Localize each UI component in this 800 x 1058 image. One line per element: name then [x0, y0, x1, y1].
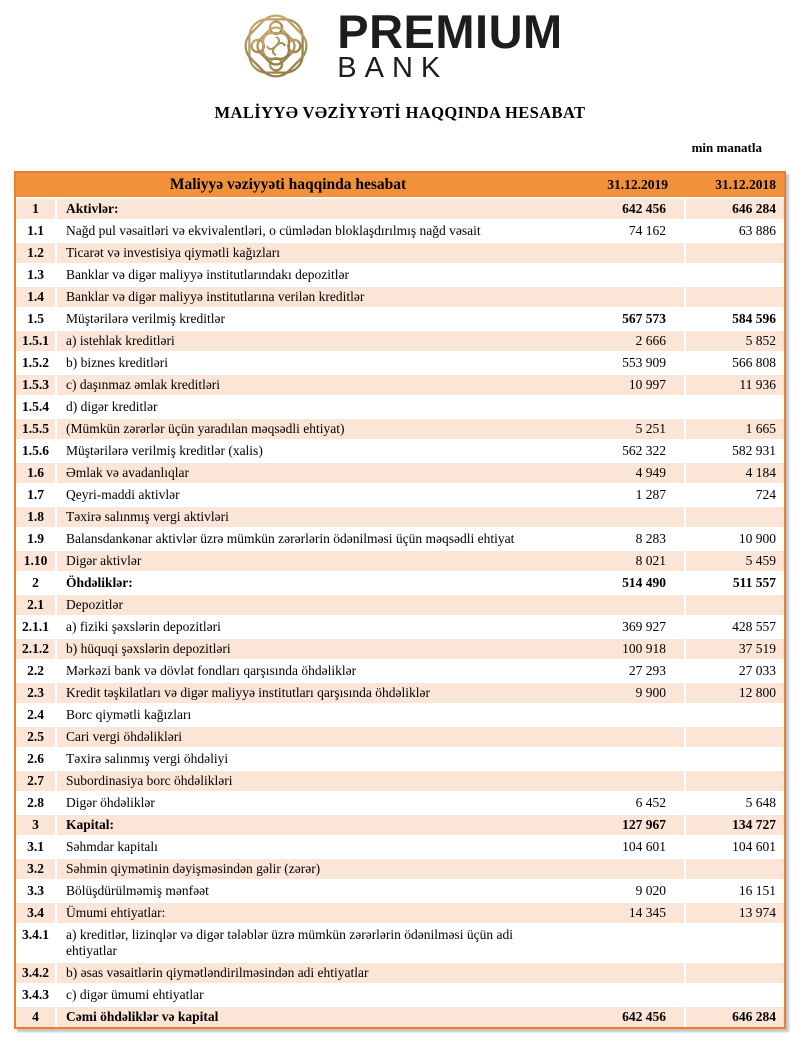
row-index: 4 — [16, 1005, 57, 1027]
row-index: 3.4.3 — [16, 983, 57, 1005]
row-index: 1.5.5 — [16, 417, 57, 439]
row-value-2018: 10 900 — [686, 527, 784, 549]
table-row — [16, 527, 784, 549]
row-value-2018: 16 151 — [686, 879, 784, 901]
row-value-2019: 567 573 — [560, 307, 686, 329]
table-row — [16, 549, 784, 571]
table-row — [16, 219, 784, 241]
row-label: Digər aktivlər — [57, 549, 560, 571]
row-index: 1.4 — [16, 285, 57, 307]
knot-emblem-icon — [237, 8, 315, 84]
table-row — [16, 329, 784, 351]
table-row — [16, 285, 784, 307]
row-value-2018: 4 184 — [686, 461, 784, 483]
table-row — [16, 197, 784, 219]
table-row — [16, 681, 784, 703]
table-row — [16, 747, 784, 769]
row-value-2018: 584 596 — [686, 307, 784, 329]
table-row — [16, 483, 784, 505]
row-index: 2.6 — [16, 747, 57, 769]
row-value-2018: 566 808 — [686, 351, 784, 373]
row-index: 2.1.1 — [16, 615, 57, 637]
row-value-2019 — [560, 263, 686, 285]
row-value-2019 — [560, 769, 686, 791]
row-index: 2.1 — [16, 593, 57, 615]
row-value-2019: 4 949 — [560, 461, 686, 483]
table-row — [16, 505, 784, 527]
row-value-2018 — [686, 769, 784, 791]
row-label: Cəmi öhdəliklər və kapital — [57, 1005, 560, 1027]
row-value-2019: 14 345 — [560, 901, 686, 923]
row-value-2018: 511 557 — [686, 571, 784, 593]
row-value-2019: 27 293 — [560, 659, 686, 681]
row-value-2018: 37 519 — [686, 637, 784, 659]
row-index: 1.7 — [16, 483, 57, 505]
row-index: 2.5 — [16, 725, 57, 747]
row-value-2018: 13 974 — [686, 901, 784, 923]
row-label: Təxirə salınmış vergi öhdəliyi — [57, 747, 560, 769]
document-title: MALİYYƏ VƏZİYYƏTİ HAQQINDA HESABAT — [214, 103, 586, 122]
row-index: 1.5.3 — [16, 373, 57, 395]
table-row — [16, 571, 784, 593]
row-value-2019: 127 967 — [560, 813, 686, 835]
row-label: a) istehlak kreditləri — [57, 329, 560, 351]
row-index: 1 — [16, 197, 57, 219]
row-index: 1.5.4 — [16, 395, 57, 417]
row-value-2019 — [560, 961, 686, 983]
row-value-2018: 5 852 — [686, 329, 784, 351]
table-header-row — [16, 173, 784, 197]
table-row — [16, 961, 784, 983]
table-row — [16, 373, 784, 395]
row-value-2018 — [686, 961, 784, 983]
row-label: Nağd pul vəsaitləri və ekvivalentləri, o cümlədən bloklaşdırılmış nağd vəsait — [57, 219, 560, 241]
row-index: 1.3 — [16, 263, 57, 285]
row-index: 2.4 — [16, 703, 57, 725]
table-row — [16, 461, 784, 483]
row-label: Cari vergi öhdəlikləri — [57, 725, 560, 747]
row-value-2019 — [560, 593, 686, 615]
row-value-2019: 562 322 — [560, 439, 686, 461]
row-label: Qeyri-maddi aktivlər — [57, 483, 560, 505]
row-value-2018: 5 459 — [686, 549, 784, 571]
row-label: Aktivlər: — [57, 197, 560, 219]
row-label: Təxirə salınmış vergi aktivləri — [57, 505, 560, 527]
row-value-2019 — [560, 241, 686, 263]
brand-name: PREMIUM — [337, 5, 563, 58]
table-row — [16, 879, 784, 901]
row-index: 1.5.1 — [16, 329, 57, 351]
row-value-2019 — [560, 725, 686, 747]
row-value-2018: 428 557 — [686, 615, 784, 637]
row-index: 2.3 — [16, 681, 57, 703]
row-value-2019 — [560, 395, 686, 417]
row-index: 3 — [16, 813, 57, 835]
row-index: 3.3 — [16, 879, 57, 901]
row-value-2019: 642 456 — [560, 197, 686, 219]
row-value-2019 — [560, 983, 686, 1005]
brand-subname: BANK — [337, 52, 449, 85]
table-row — [16, 835, 784, 857]
row-label: Kapital: — [57, 813, 560, 835]
row-index: 2.8 — [16, 791, 57, 813]
row-value-2018 — [686, 857, 784, 879]
row-value-2018 — [686, 747, 784, 769]
row-value-2018 — [686, 285, 784, 307]
row-label: Müştərilərə verilmiş kreditlər (xalis) — [57, 439, 560, 461]
row-index: 1.5 — [16, 307, 57, 329]
row-label: Səhmdar kapitalı — [57, 835, 560, 857]
row-label: Ümumi ehtiyatlar: — [57, 901, 560, 923]
row-value-2019: 9 900 — [560, 681, 686, 703]
row-value-2018 — [686, 593, 784, 615]
row-index: 2 — [16, 571, 57, 593]
table-row — [16, 857, 784, 879]
table-row — [16, 439, 784, 461]
column-header-2018: 31.12.2018 — [686, 173, 784, 197]
table-row — [16, 703, 784, 725]
row-value-2019: 1 287 — [560, 483, 686, 505]
row-index: 1.5.6 — [16, 439, 57, 461]
row-value-2018: 12 800 — [686, 681, 784, 703]
table-row — [16, 813, 784, 835]
row-index: 1.5.2 — [16, 351, 57, 373]
row-index: 3.4 — [16, 901, 57, 923]
table-row — [16, 923, 784, 961]
row-index: 3.1 — [16, 835, 57, 857]
row-value-2018 — [686, 263, 784, 285]
row-index: 1.2 — [16, 241, 57, 263]
table-row — [16, 615, 784, 637]
row-value-2019: 6 452 — [560, 791, 686, 813]
table-row — [16, 241, 784, 263]
row-label: Banklar və digər maliyyə institutlarındakı depozitlər — [57, 263, 560, 285]
row-label: a) kreditlər, lizinqlər və digər tələblər üzrə mümkün zərərlərin ödənilməsi üçün adi ehtiyatlar — [57, 923, 560, 961]
row-label: d) digər kreditlər — [57, 395, 560, 417]
row-index: 1.9 — [16, 527, 57, 549]
row-value-2019: 104 601 — [560, 835, 686, 857]
row-label: Borc qiymətli kağızları — [57, 703, 560, 725]
row-value-2018: 134 727 — [686, 813, 784, 835]
row-value-2019: 2 666 — [560, 329, 686, 351]
table-row — [16, 901, 784, 923]
table-row — [16, 1005, 784, 1027]
table-header-title: Maliyyə vəziyyəti haqqinda hesabat — [16, 173, 560, 197]
table-row — [16, 417, 784, 439]
row-index: 1.8 — [16, 505, 57, 527]
row-value-2018: 582 931 — [686, 439, 784, 461]
row-value-2018 — [686, 725, 784, 747]
row-value-2018: 5 648 — [686, 791, 784, 813]
row-value-2018 — [686, 241, 784, 263]
row-label: b) biznes kreditləri — [57, 351, 560, 373]
table-row — [16, 659, 784, 681]
row-index: 1.1 — [16, 219, 57, 241]
row-value-2019: 369 927 — [560, 615, 686, 637]
row-value-2019: 514 490 — [560, 571, 686, 593]
row-value-2019: 5 251 — [560, 417, 686, 439]
row-index: 2.1.2 — [16, 637, 57, 659]
row-value-2018: 63 886 — [686, 219, 784, 241]
row-value-2019: 553 909 — [560, 351, 686, 373]
row-index: 2.2 — [16, 659, 57, 681]
row-label: Səhmin qiymətinin dəyişməsindən gəlir (zərər) — [57, 857, 560, 879]
table-row — [16, 351, 784, 373]
row-value-2018: 724 — [686, 483, 784, 505]
row-label: Balansdankənar aktivlər üzrə mümkün zərərlərin ödənilməsi üçün məqsədli ehtiyat — [57, 527, 560, 549]
row-value-2019: 74 162 — [560, 219, 686, 241]
row-value-2018 — [686, 395, 784, 417]
column-header-2019: 31.12.2019 — [560, 173, 686, 197]
table-row — [16, 307, 784, 329]
row-label: (Mümkün zərərlər üçün yaradılan məqsədli ehtiyat) — [57, 417, 560, 439]
row-value-2019: 9 020 — [560, 879, 686, 901]
row-index: 3.4.1 — [16, 923, 57, 961]
table-body — [16, 197, 784, 1027]
row-value-2018: 646 284 — [686, 1005, 784, 1027]
row-label: Bölüşdürülməmiş mənfəət — [57, 879, 560, 901]
row-label: Müştərilərə verilmiş kreditlər — [57, 307, 560, 329]
row-value-2019 — [560, 747, 686, 769]
row-index: 3.4.2 — [16, 961, 57, 983]
table-row — [16, 593, 784, 615]
row-value-2019 — [560, 285, 686, 307]
row-value-2018: 104 601 — [686, 835, 784, 857]
table-row — [16, 791, 784, 813]
row-value-2018: 1 665 — [686, 417, 784, 439]
row-value-2019 — [560, 505, 686, 527]
row-value-2018: 27 033 — [686, 659, 784, 681]
bank-wordmark — [337, 5, 563, 85]
row-index: 1.6 — [16, 461, 57, 483]
row-value-2019: 8 021 — [560, 549, 686, 571]
row-value-2018: 11 936 — [686, 373, 784, 395]
row-value-2019: 100 918 — [560, 637, 686, 659]
row-label: b) əsas vəsaitlərin qiymətləndirilməsindən adi ehtiyatlar — [57, 961, 560, 983]
row-value-2018 — [686, 703, 784, 725]
row-index: 2.7 — [16, 769, 57, 791]
row-value-2018 — [686, 983, 784, 1005]
table-row — [16, 983, 784, 1005]
financial-position-table — [14, 171, 786, 1029]
table-row — [16, 395, 784, 417]
row-label: Banklar və digər maliyyə institutlarına verilən kreditlər — [57, 285, 560, 307]
row-value-2018: 646 284 — [686, 197, 784, 219]
unit-note: min manatla — [691, 140, 762, 155]
row-value-2018 — [686, 923, 784, 961]
row-label: c) daşınmaz əmlak kreditləri — [57, 373, 560, 395]
row-value-2019 — [560, 703, 686, 725]
row-label: Kredit təşkilatları və digər maliyyə institutları qarşısında öhdəliklər — [57, 681, 560, 703]
row-index: 3.2 — [16, 857, 57, 879]
row-label: Əmlak və avadanlıqlar — [57, 461, 560, 483]
row-value-2018 — [686, 505, 784, 527]
row-value-2019 — [560, 857, 686, 879]
row-label: a) fiziki şəxslərin depozitləri — [57, 615, 560, 637]
row-label: Mərkəzi bank və dövlət fondları qarşısında öhdəliklər — [57, 659, 560, 681]
row-label: Digər öhdəliklər — [57, 791, 560, 813]
row-label: c) digər ümumi ehtiyatlar — [57, 983, 560, 1005]
row-value-2019 — [560, 923, 686, 961]
row-label: b) hüquqi şəxslərin depozitləri — [57, 637, 560, 659]
table-row — [16, 263, 784, 285]
row-value-2019: 10 997 — [560, 373, 686, 395]
row-value-2019: 642 456 — [560, 1005, 686, 1027]
row-index: 1.10 — [16, 549, 57, 571]
table-row — [16, 637, 784, 659]
bank-logo — [0, 0, 800, 88]
table-row — [16, 725, 784, 747]
table-row — [16, 769, 784, 791]
row-value-2019: 8 283 — [560, 527, 686, 549]
row-label: Öhdəliklər: — [57, 571, 560, 593]
row-label: Depozitlər — [57, 593, 560, 615]
row-label: Subordinasiya borc öhdəlikləri — [57, 769, 560, 791]
row-label: Ticarət və investisiya qiymətli kağızları — [57, 241, 560, 263]
